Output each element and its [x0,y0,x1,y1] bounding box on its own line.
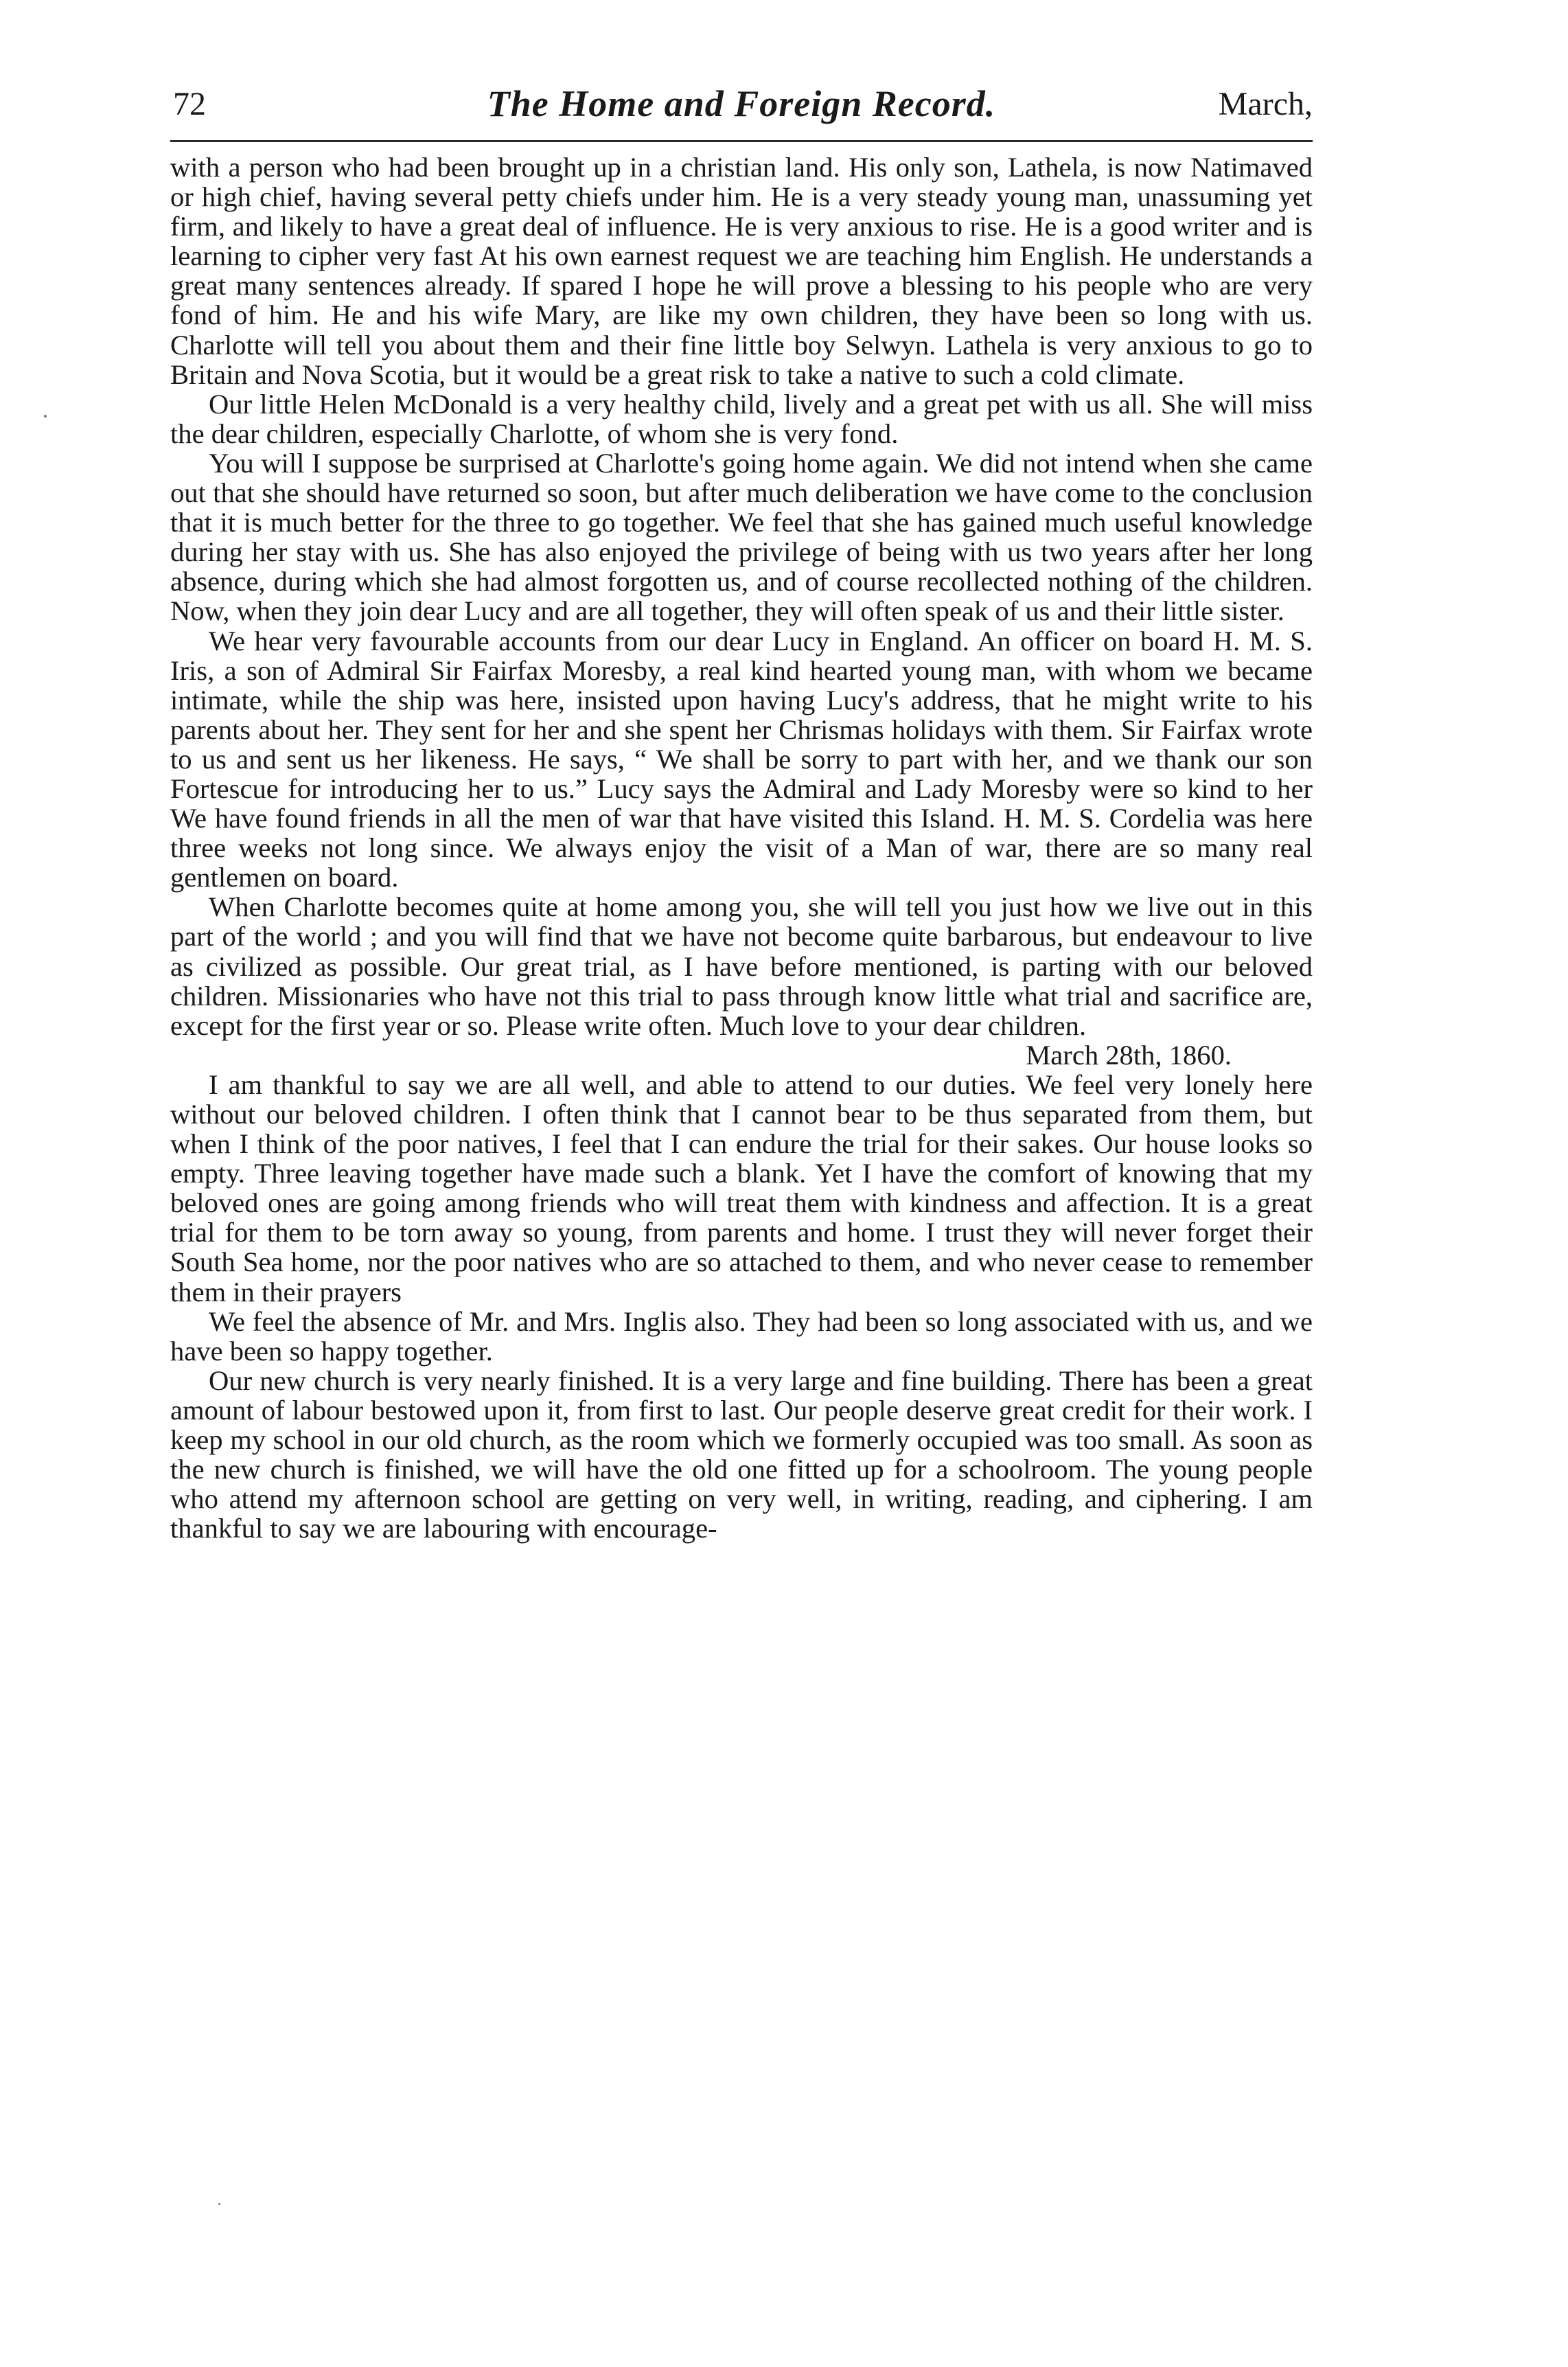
paragraph: with a person who had been brought up in a christian land. His only son, Lathela, is now Natimaved or high chief, having several petty chiefs under him. He is a very steady young man, unassuming yet firm, and likely to have a great deal of influence. He is very anxious to rise. He is a good writer and is learning to cipher very fast At his own earnest request we are teaching him English. He understands a great many sentences already. If spared I hope he will prove a blessing to his people who are very fond of him. He and his wife Mary, are like my own children, they have been so long with us. Charlotte will tell you about them and their fine little boy Selwyn. Lathela is very anxious to go to Britain and Nova Scotia, but it would be a great risk to take a native to such a cold climate. [170,152,1313,390]
journal-title: The Home and Foreign Record. [487,83,996,124]
page-number: 72 [173,86,206,122]
ink-speck [44,415,47,418]
paragraph: We feel the absence of Mr. and Mrs. Inglis also. They had been so long associated with us, and we have been so happy together. [170,1305,1313,1367]
letter-body [170,152,1313,1543]
paragraph: I am thankful to say we are all well, and able to attend to our duties. We feel very lonely here without our beloved children. I often think that I cannot bear to be thus separated from them, but when I think of the poor natives, I feel that I can endure the trial for their sakes. Our house looks so empty. Three leaving together have made such a blank. Yet I have the comfort of knowing that my beloved ones are going among friends who will treat them with kindness and affection. It is a great trial for them to be torn away so young, from parents and home. I trust they will never forget their South Sea home, nor the poor natives who are so attached to them, and who never cease to remember them in their prayers [170,1068,1313,1307]
dateline: March 28th, 1860. [1026,1039,1232,1071]
running-head-month: March, [1218,86,1313,122]
paragraph: When Charlotte becomes quite at home among you, she will tell you just how we live out in this part of the world ; and you will find that we have not become quite barbarous, but endeavour to live as civilized as possible. Our great trial, as I have before mentioned, is parting with our beloved children. Missionaries who have not this trial to pass through know little what trial and sacrifice are, except for the first year or so. Please write often. Much love to your dear children. [170,891,1313,1041]
running-head [170,82,1313,137]
header-rule [170,140,1313,142]
paragraph: We hear very favourable accounts from our dear Lucy in England. An officer on board H. M. S. Iris, a son of Admiral Sir Fairfax Moresby, a real kind hearted young man, with whom we became intimate, while the ship was here, insisted upon having Lucy's address, that he might write to his parents about her. They sent for her and she spent her Chrismas holidays with them. Sir Fairfax wrote to us and sent us her likeness. He says, “ We shall be sorry to part with her, and we thank our son Fortescue for introducing her to us.” Lucy says the Admiral and Lady Moresby were so kind to her We have found friends in all the men of war that have visited this Island. H. M. S. Cordelia was here three weeks not long since. We always enjoy the visit of a Man of war, there are so many real gentlemen on board. [170,625,1313,893]
paragraph: Our little Helen McDonald is a very healthy child, lively and a great pet with us all. She will miss the dear children, especially Charlotte, of whom she is very fond. [170,388,1313,449]
paragraph: Our new church is very nearly finished. It is a very large and fine building. There has been a great amount of labour bestowed upon it, from first to last. Our people deserve great credit for their work. I keep my school in our old church, as the room which we formerly occupied was too small. As soon as the new church is finished, we will have the old one fitted up for a schoolroom. The young people who attend my afternoon school are getting on very well, in writing, reading, and ciphering. I am thankful to say we are labouring with encourage- [170,1364,1313,1544]
paragraph: You will I suppose be surprised at Charlotte's going home again. We did not intend when she came out that she should have returned so soon, but after much deliberation we have come to the conclusion that it is much better for the three to go together. We feel that she has gained much useful knowledge during her stay with us. She has also enjoyed the privilege of being with us two years after her long absence, during which she had almost forgotten us, and of course recollected nothing of the children. Now, when they join dear Lucy and are all together, they will often speak of us and their little sister. [170,447,1313,627]
ink-speck [218,2203,220,2205]
